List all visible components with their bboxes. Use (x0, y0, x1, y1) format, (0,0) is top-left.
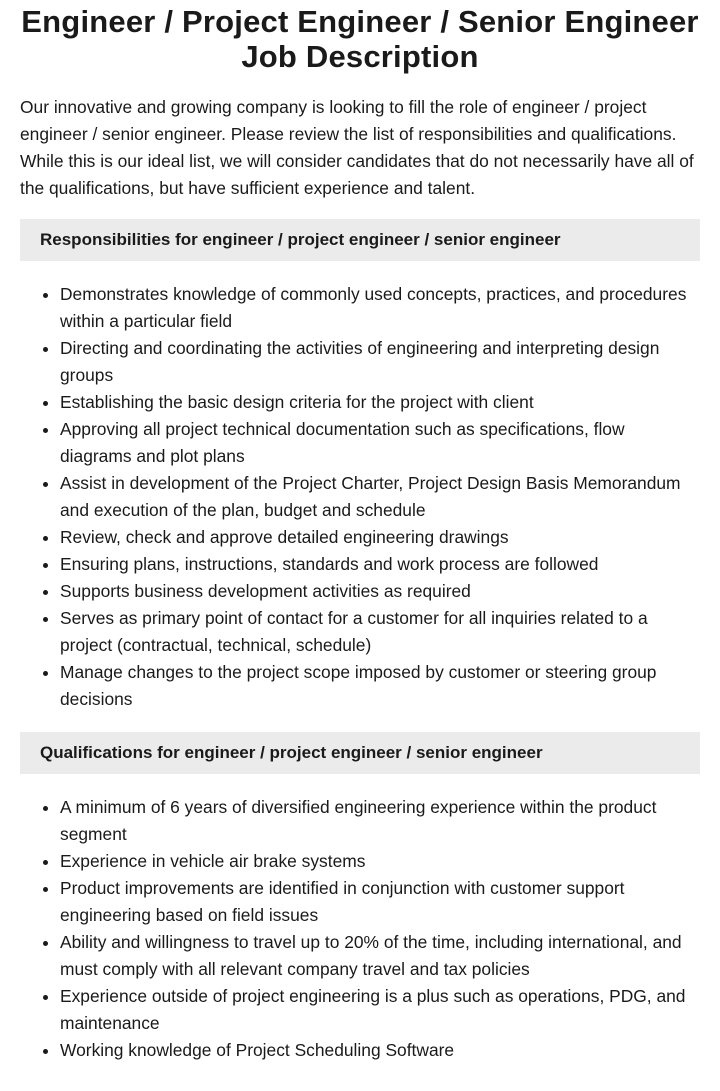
list-item: • Establishing the basic design criteria for the project with client (60, 389, 700, 416)
page-title: Engineer / Project Engineer / Senior Engineer Job Description (21, 4, 699, 74)
qualifications-list (20, 794, 700, 1064)
list-item: • Serves as primary point of contact for a customer for all inquiries related to a project (contractual, technical, schedule) (60, 605, 700, 659)
list-item: • Manage changes to the project scope imposed by customer or steering group decisions (60, 659, 700, 713)
list-item: • Assist in development of the Project Charter, Project Design Basis Memorandum and execution of the plan, budget and schedule (60, 470, 700, 524)
intro-paragraph: Our innovative and growing company is looking to fill the role of engineer / project engineer / senior engineer. Please review the list of responsibilities and qualifications. While this is our ideal list, we will consider candidates that do not necessarily have all of the qualifications, but have sufficient experience and talent. (20, 97, 694, 198)
list-item: • A minimum of 6 years of diversified engineering experience within the product segment (60, 794, 700, 848)
list-item: • Approving all project technical documentation such as specifications, flow diagrams and plot plans (60, 416, 700, 470)
responsibilities-heading: Responsibilities for engineer / project engineer / senior engineer (20, 219, 700, 261)
list-item: • Experience in vehicle air brake systems (60, 848, 700, 875)
list-item: • Review, check and approve detailed engineering drawings (60, 524, 700, 551)
list-item: • Directing and coordinating the activities of engineering and interpreting design groups (60, 335, 700, 389)
list-item: • Ensuring plans, instructions, standards and work process are followed (60, 551, 700, 578)
responsibilities-list (20, 281, 700, 713)
list-item: • Supports business development activities as required (60, 578, 700, 605)
list-item: • Ability and willingness to travel up to 20% of the time, including international, and must comply with all relevant company travel and tax policies (60, 929, 700, 983)
list-item: • Demonstrates knowledge of commonly used concepts, practices, and procedures within a particular field (60, 281, 700, 335)
list-item: • Working knowledge of Project Scheduling Software (60, 1037, 700, 1064)
qualifications-heading: Qualifications for engineer / project engineer / senior engineer (20, 732, 700, 774)
list-item: • Product improvements are identified in conjunction with customer support engineering based on field issues (60, 875, 700, 929)
list-item: • Experience outside of project engineering is a plus such as operations, PDG, and maintenance (60, 983, 700, 1037)
